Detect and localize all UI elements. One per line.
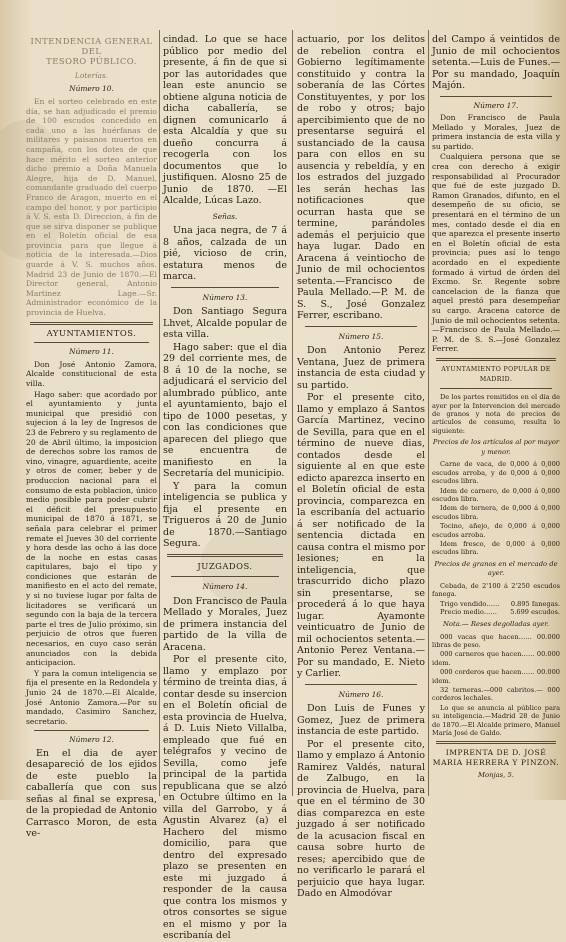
notice-paragraph: Por el presente cito, llamo y emplazo á Santos García Martinez, vecino de Sevilla, para que en el término de nueve dias, contados desde el siguiente al en que este edicto aparezca inserto en el Boletín oficial de esta provincia, comparezca en la escribanía del actuario á ser notificado de la sentencia dictada en causa contra el mismo por lesiones; en la inteligencia, que trascurrido dicho plazo sin presentarse, se procederá á lo que haya lugar. Ayamonte veinticuatro de Junio de mil ochocientos setenta.—Antonio Perez Ventana.—Por su mandado, E. Nieto y Carlier. bbox=[297, 392, 425, 679]
column-3 bbox=[297, 34, 425, 899]
section-header: AYUNTAMIENTOS. bbox=[46, 327, 137, 338]
price-row: Tocino, añejo, de 0,000 á 0,000 escudos arroba. bbox=[432, 522, 560, 539]
subheader: Precios de los artículos al por mayor y menor. bbox=[432, 438, 560, 456]
notice-paragraph: Cualquiera persona que se crea con derecho á exigir responsabilidad al Procurador que fué de este juzgado D. Ramon Granados, difunto, en el desempeño de su oficio, se presentará en el término de un mes, contado desde el dia en que aparezca el presente inserto en el Boletín oficial de esta provincia; pues así lo tengo acordado en el expediente formado á virtud de órden del Excmo. Sr. Regente sobre cancelacion de la fianza que aquel prestó para desempeñar su cargo. Aracena catorce de Junio de mil ochocientos setenta.—Francisco de Paula Mellado.—P. M. de S. S.—José Gonzalez Ferrer. bbox=[432, 152, 560, 354]
grain-intro: Cebada, de 2'100 á 2'250 escudos fanega. bbox=[432, 582, 560, 599]
reses-list bbox=[432, 633, 560, 703]
notice-paragraph: En el dia de ayer desapareció de los ejidos de este pueblo la caballería que con sus señas al final se expresa, de la propiedad de Antonio Carrasco Moron, de esta ve- bbox=[26, 747, 157, 840]
divider bbox=[436, 358, 556, 361]
notice-paragraph: Hago saber: que el dia 29 del corriente mes, de 8 á 10 de la noche, se adjudicará el servicio del alumbrado público, ante el ayuntamiento, bajo el tipo de 1000 pesetas, y con las condiciones que aparecen del pliego que se encuentra de manifiesto en la Secretaría del municipio. bbox=[163, 341, 287, 479]
column-rule bbox=[428, 30, 429, 796]
notice-number: Número 14. bbox=[202, 582, 248, 591]
subheader: Precios de granos en el mercado de ayer. bbox=[434, 559, 558, 578]
notice-paragraph: Don Antonio Perez Ventana, Juez de primera instancia de esta ciudad y su partido. bbox=[297, 345, 425, 391]
price-row: Idem fresco, de 0,000 á 0,000 escudos libra. bbox=[432, 540, 560, 557]
divider bbox=[440, 96, 552, 97]
notice-paragraph: cindad. Lo que se hace público por medio del presente, á fin de que si por las autoridades que lean este anuncio se obtiene alguna noticia de dicha caballería, se dignen comunicarlo á esta Alcaldía y que su dueño concurra á recogerla con los documentos que lo justifiquen. Alosno 25 de Junio de 1870. —El Alcalde, Lúcas Lazo. bbox=[163, 34, 287, 206]
subheader: Señas. bbox=[212, 211, 238, 221]
notice-paragraph: Don José Antonio Zamora, Alcalde constitucional de esta villa. bbox=[26, 359, 157, 388]
notice-paragraph: Por el presente cito, llamo y emplazo á Antonio Ramirez Valdés, natural de Zalbugo, en la provincia de Huelva, para que en el término de 30 dias comparezca en este juzgado á ser notificado de la acusacion fiscal en causa sobre hurto de reses; apercibido que de no verificarlo le parará el perjuicio que haya lugar. Dado en Almodóvar bbox=[297, 738, 425, 899]
notice-paragraph: Y para la comun inteligencia se publica y fija el presente en Trigueros á 20 de Junio de 1870.—Santiago Segura. bbox=[163, 480, 287, 549]
price-row: Idem de ternera, de 0,000 á 0,000 escudos libra. bbox=[432, 504, 560, 521]
divider bbox=[34, 730, 149, 731]
price-row: Idem de carnero, de 0,000 á 0,000 escudos libra. bbox=[432, 486, 560, 503]
section-header: AYUNTAMIENTO POPULAR DE MADRID. bbox=[441, 365, 551, 383]
column-4 bbox=[432, 34, 560, 794]
divider bbox=[440, 388, 552, 389]
price-list bbox=[432, 460, 560, 556]
divider bbox=[167, 554, 283, 557]
notice-number: Número 11. bbox=[69, 347, 114, 357]
divider bbox=[34, 342, 149, 343]
notice-paragraph: Don Santiago Segura Lhvet, Alcalde popular de esta villa. bbox=[163, 306, 287, 340]
notice-paragraph: Hago saber: que acordado por el ayuntamiento y junta municipal que presidió con sujecion á la ley de Ingresos de 23 de Febrero y su reglamento de 20 de Abril último, la imposicion de derechos sobre los ramos de vino, vinagre, aguardiente, aceite y otros de comer, beber y de produccion nacional para el consumo de esta poblacion, único medio posible para poder cubrir el déficit del presupuesto municipal de 1870 á 1871, se señala para celebrar el primer remate el Jueves 30 del corriente y hora desde las ocho á las doce de la noche en estas casas capitulares, bajo el tipo y condiciones que estarán de manifiesto en el acto del remate, y si no tuviese lugar por falta de licitadores se verificará un segundo con la baja de la tercera parte el tres de Julio próximo, sin perjuicio de otros que fueren necesarios, en cuyo caso serán anunciados con la debida anticipacion. bbox=[26, 389, 157, 668]
section-header: JUZGADOS. bbox=[197, 560, 253, 571]
notice-number: Número 17. bbox=[473, 100, 519, 110]
notice-paragraph: actuario, por los delitos de rebelion contra el Gobierno legítimamente constituido y contra la soberanía de las Córtes Constituyentes, y por los de robo y otros; bajo apercibimiento que de no presentarse seguirá el sustanciado de la causa para con ellos en su ausencia y rebeldía, y en los estrados del juzgado les serán hechas las notificaciones que ocurran hasta que se termine, parándoles además el perjuicio que haya lugar. Dado en Aracena á veintiocho de Junio de mil ochocientos setenta.—Francisco de Paula Mellado.—P. M. de S. S., José Gonzalez Ferrer, escribano. bbox=[297, 34, 425, 321]
section-header: INTENDENCIA GENERAL DEL bbox=[30, 36, 153, 56]
notice-paragraph: Una jaca negra, de 7 á 8 años, calzada de un pié, vicioso de crin, estatura menos de marca. bbox=[163, 225, 287, 282]
printer-imprint: IMPRENTA DE D. JOSÉ MARIA HERRERA Y PINZON. bbox=[432, 748, 560, 768]
notice-paragraph: Y para la comun inteligencia se fija el presente en la Redondela y Junio 24 de 1870.—El Alcalde, José Antonio Zamora.—Por su mandado, Casimiro Sanchez, secretario. bbox=[26, 668, 157, 726]
price-row: Carne de vaca, de 0,000 á 0,000 escudos arroba, y de 0,000 á 0,000 escudos libra. bbox=[432, 460, 560, 486]
notice-paragraph: Don Francisco de Paula Mellado y Morales, Juez de primera instancia del partido de la villa de Aracena. bbox=[163, 595, 287, 653]
notice-paragraph: del Campo á veintidos de Junio de mil ochocientos setenta.—Luis de Funes.—Por su mandado, Joaquín Majón. bbox=[432, 34, 560, 91]
reses-row: 32 terneras.—000 cabritos.— 000 corderos lechales. bbox=[432, 686, 560, 703]
subheader: Nota.— Reses degolladas ayer. bbox=[442, 620, 550, 628]
column-rule bbox=[292, 30, 293, 796]
notice-paragraph: De los partes remitidos en el dia de ayer por la Intervencion del mercado de granos y nota de precios de artículos de consumo, resulta lo siguiente: bbox=[432, 393, 560, 435]
reses-row: 000 corderos que hacen…… 00.000 idem. bbox=[432, 668, 560, 685]
divider bbox=[305, 326, 417, 327]
column-rule bbox=[159, 30, 160, 796]
reses-row: 000 carneros que hacen…… 00.000 idem. bbox=[432, 650, 560, 667]
notice-number: Número 15. bbox=[338, 331, 384, 341]
divider bbox=[305, 684, 417, 685]
reses-row: 000 vacas que hacen…… 00.000 libras de peso. bbox=[432, 632, 560, 649]
notice-number: Número 10. bbox=[69, 84, 114, 94]
divider bbox=[171, 287, 279, 288]
notice-paragraph: En el sorteo celebrado en este día, se han adjudicado el premio de 100 escudos concedido en cada uno a las huérfanas de militares y paisanos muertos en campaña, con los dotes de que hace mérito el sorteo anterior dicho premio a Doña Manuela Alegre, hija de D. Manuel, comandante graduado del cuerpo Franco de Aragon, muerto en el campo del honor, y por participio á V. S. esta D. Direccion, á fin de que se sirva disponer se publique en el Boletín oficial de esa provincia para que llegue á noticia de la interesada.—Dios guarde á V. S. muchos años. Madrid 23 de Junio de 1870.—El Director general, Antonio Martinez Lage.—Sr. Administrador económico de la provincia de Huelva. bbox=[26, 96, 157, 318]
notice-paragraph: Lo que se anuncia al público para su inteligencia.—Madrid 28 de Junio de 1870.—El Alcalde primero, Manuel María José de Galdo. bbox=[432, 703, 560, 738]
notice-number: Número 12. bbox=[69, 735, 114, 745]
notice-paragraph: Por el presente cito, llamo y emplazo por término de treinta dias, á contar desde su insercion en el Boletín oficial de esta provincia de Huelva, á D. Luis Nieto Villalba, empleado que fué en telégrafos y vecino de Sevilla, como jefe principal de la partida republicana que se alzó en Octubre último en la villa del Garrobo, y á Agustin Alvarez (a) el Hachero del mismo domicilio, para que dentro del expresado plazo se presenten en este mi juzgado á responder de la causa que contra los mismos y otros consortes se sigue en el mismo y por la escribanía del bbox=[163, 654, 287, 941]
printer-address: Monjas, 5. bbox=[478, 770, 514, 779]
notice-paragraph: Don Francisco de Paula Mellado y Morales, Juez de primera instancia de esta villa y su partido. bbox=[432, 113, 560, 151]
subheader: Loterías. bbox=[74, 70, 109, 80]
notice-number: Número 13. bbox=[202, 292, 248, 302]
divider bbox=[436, 741, 556, 744]
column-2 bbox=[163, 34, 287, 941]
column-1 bbox=[26, 34, 157, 840]
grain-row: Trigo vendido…… 0.895 fanegas. bbox=[440, 599, 560, 608]
notice-number: Número 16. bbox=[338, 689, 384, 699]
divider bbox=[171, 576, 279, 577]
section-header: TESORO PÚBLICO. bbox=[46, 56, 137, 67]
grain-row: Precio medio…… 5.699 escudos. bbox=[440, 608, 560, 617]
notice-paragraph: Don Luis de Funes y Gomez, Juez de primera instancia de este partido. bbox=[297, 703, 425, 737]
divider bbox=[30, 322, 153, 325]
